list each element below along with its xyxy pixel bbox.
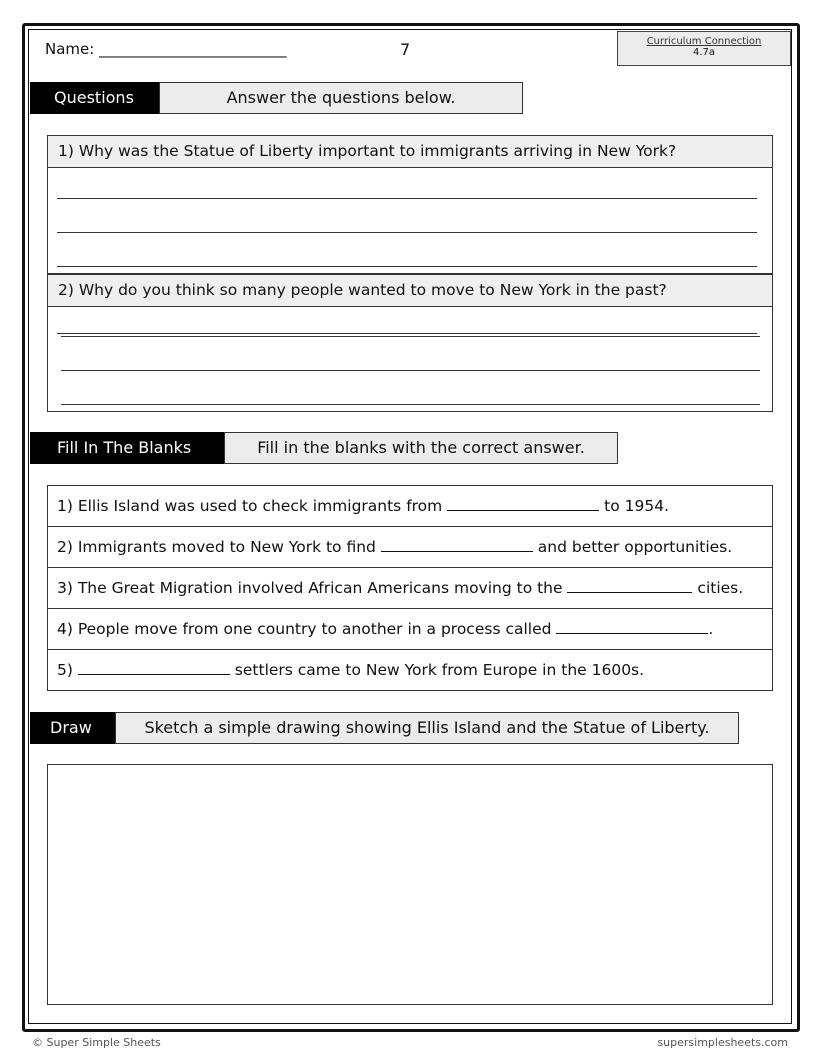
blank-1-after: to 1954.	[604, 497, 670, 515]
blank-5-before: 5)	[57, 661, 73, 679]
drawing-area[interactable]	[47, 764, 773, 1005]
question-box-2	[47, 274, 773, 412]
answer-line	[61, 404, 760, 405]
questions-section-title: Questions	[30, 82, 159, 114]
answer-line	[57, 232, 757, 233]
blanks-section-instruction: Fill in the blanks with the correct answer.	[224, 432, 618, 464]
curriculum-connection-box	[617, 31, 791, 66]
curriculum-title: Curriculum Connection	[646, 36, 762, 47]
blank-3-after: cities.	[697, 579, 744, 597]
footer-website: supersimplesheets.com	[657, 1036, 788, 1049]
question-1-text: 1) Why was the Statue of Liberty important to immigrants arriving in New York?	[48, 136, 772, 168]
draw-section-instruction: Sketch a simple drawing showing Ellis Island and the Statue of Liberty.	[115, 712, 739, 744]
blank-3-input[interactable]	[567, 578, 692, 593]
blank-4-before: 4) People move from one country to another in a process called	[57, 620, 552, 638]
page-number: 7	[400, 40, 411, 59]
question-2-text: 2) Why do you think so many people wanted to move to New York in the past?	[48, 274, 772, 307]
blank-row-2	[47, 526, 773, 567]
blank-2-input[interactable]	[381, 537, 533, 552]
answer-line	[57, 198, 757, 199]
blank-2-before: 2) Immigrants moved to New York to find	[57, 538, 376, 556]
curriculum-code: 4.7a	[692, 47, 716, 58]
question-box-1	[47, 135, 773, 274]
blank-4-after: .	[708, 620, 714, 638]
blanks-section-title: Fill In The Blanks	[30, 432, 224, 464]
answer-line	[61, 336, 760, 337]
name-field[interactable]: Name: _________________________	[45, 40, 287, 58]
blank-1-before: 1) Ellis Island was used to check immigrants from	[57, 497, 443, 515]
blank-5-input[interactable]	[78, 660, 230, 675]
answer-area-1[interactable]	[48, 168, 772, 273]
blank-2-after: and better opportunities.	[537, 538, 733, 556]
draw-section-title: Draw	[30, 712, 115, 744]
blank-3-before: 3) The Great Migration involved African Americans moving to the	[57, 579, 563, 597]
blank-5-after: settlers came to New York from Europe in the 1600s.	[234, 661, 645, 679]
blank-row-1	[47, 485, 773, 526]
questions-section-instruction: Answer the questions below.	[159, 82, 523, 114]
blank-row-5	[47, 649, 773, 690]
answer-line	[57, 266, 757, 267]
blank-4-input[interactable]	[556, 619, 708, 634]
blank-row-4	[47, 608, 773, 649]
blank-1-input[interactable]	[447, 496, 599, 511]
answer-line	[61, 370, 760, 371]
blank-row-3	[47, 567, 773, 608]
footer-copyright: © Super Simple Sheets	[32, 1036, 161, 1049]
answer-area-2[interactable]	[48, 306, 772, 411]
